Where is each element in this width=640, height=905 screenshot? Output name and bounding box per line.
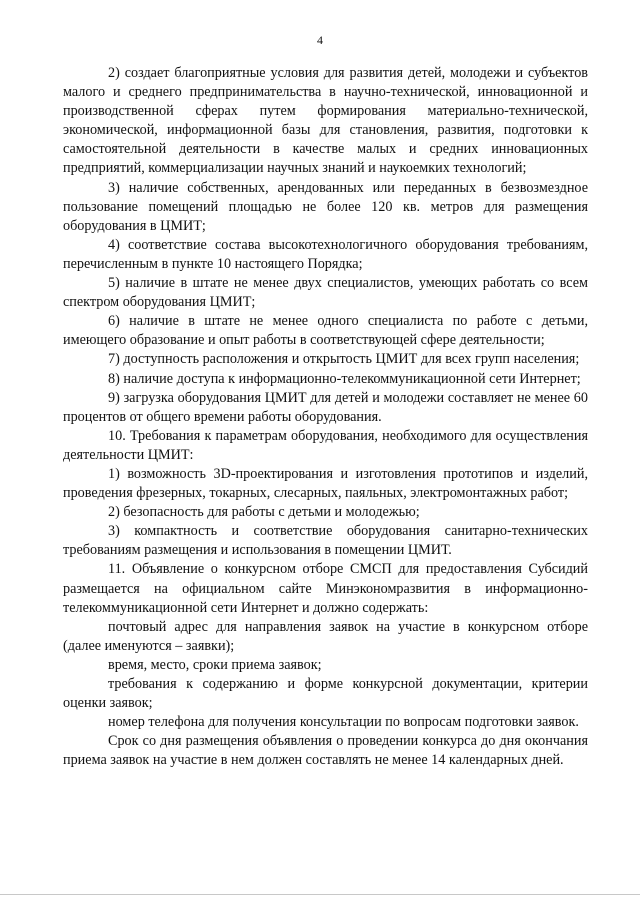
- paragraph: 10. Требования к параметрам оборудования, необходимого для осуществления деятельности ЦМИТ:: [63, 427, 588, 463]
- page-bottom-divider: [0, 894, 640, 895]
- paragraph: 2) безопасность для работы с детьми и молодежью;: [108, 504, 420, 521]
- paragraph: 2) создает благоприятные условия для развития детей, молодежи и субъектов малого и среднего предпринимательства в научно-технической, инновационной и производственной сферах путем формирования материально-технической, экономической, информационной базы для становления, развития, подготовки к самостоятельной деятельности в качестве малых и средних инновационных предприятий, коммерциализации научных знаний и наукоемких технологий;: [63, 65, 588, 177]
- document-body: [63, 64, 588, 770]
- paragraph: 1) возможность 3D-проектирования и изготовления прототипов и изделий, проведения фрезерных, токарных, слесарных, паяльных, электромонтажных работ;: [63, 465, 588, 502]
- paragraph: 5) наличие в штате не менее двух специалистов, умеющих работать со всем спектром оборудования ЦМИТ;: [63, 275, 588, 311]
- paragraph: требования к содержанию и форме конкурсной документации, критерии оценки заявок;: [63, 676, 588, 712]
- paragraph: 3) компактность и соответствие оборудования санитарно-технических требованиям размещения и использования в помещении ЦМИТ.: [63, 523, 588, 559]
- paragraph: Срок со дня размещения объявления о проведении конкурса до дня окончания приема заявок на участие в нем должен составлять не менее 14 календарных дней.: [63, 733, 588, 769]
- paragraph: номер телефона для получения консультации по вопросам подготовки заявок.: [108, 714, 579, 731]
- paragraph: 8) наличие доступа к информационно-телекоммуникационной сети Интернет;: [108, 370, 581, 387]
- paragraph: 11. Объявление о конкурсном отборе СМСП для предоставления Субсидий размещается на официальном сайте Минэкономразвития в информационно-телекоммуникационной сети Интернет и должно содержать:: [63, 561, 588, 616]
- paragraph: 9) загрузка оборудования ЦМИТ для детей и молодежи составляет не менее 60 процентов от общего времени работы оборудования.: [63, 389, 588, 425]
- paragraph: 7) доступность расположения и открытость ЦМИТ для всех групп населения;: [108, 351, 580, 368]
- paragraph: 6) наличие в штате не менее одного специалиста по работе с детьми, имеющего образование и опыт работы в соответствующей сфере деятельности;: [63, 313, 588, 349]
- paragraph: 4) соответствие состава высокотехнологичного оборудования требованиям, перечисленным в пункте 10 настоящего Порядка;: [63, 236, 588, 272]
- paragraph: время, место, сроки приема заявок;: [108, 656, 322, 673]
- paragraph: 3) наличие собственных, арендованных или переданных в безвозмездное пользование помещений площадью не более 120 кв. метров для размещения оборудования в ЦМИТ;: [63, 179, 588, 234]
- page-number: 4: [317, 33, 323, 47]
- paragraph: почтовый адрес для направления заявок на участие в конкурсном отборе (далее именуются – заявки);: [63, 618, 588, 654]
